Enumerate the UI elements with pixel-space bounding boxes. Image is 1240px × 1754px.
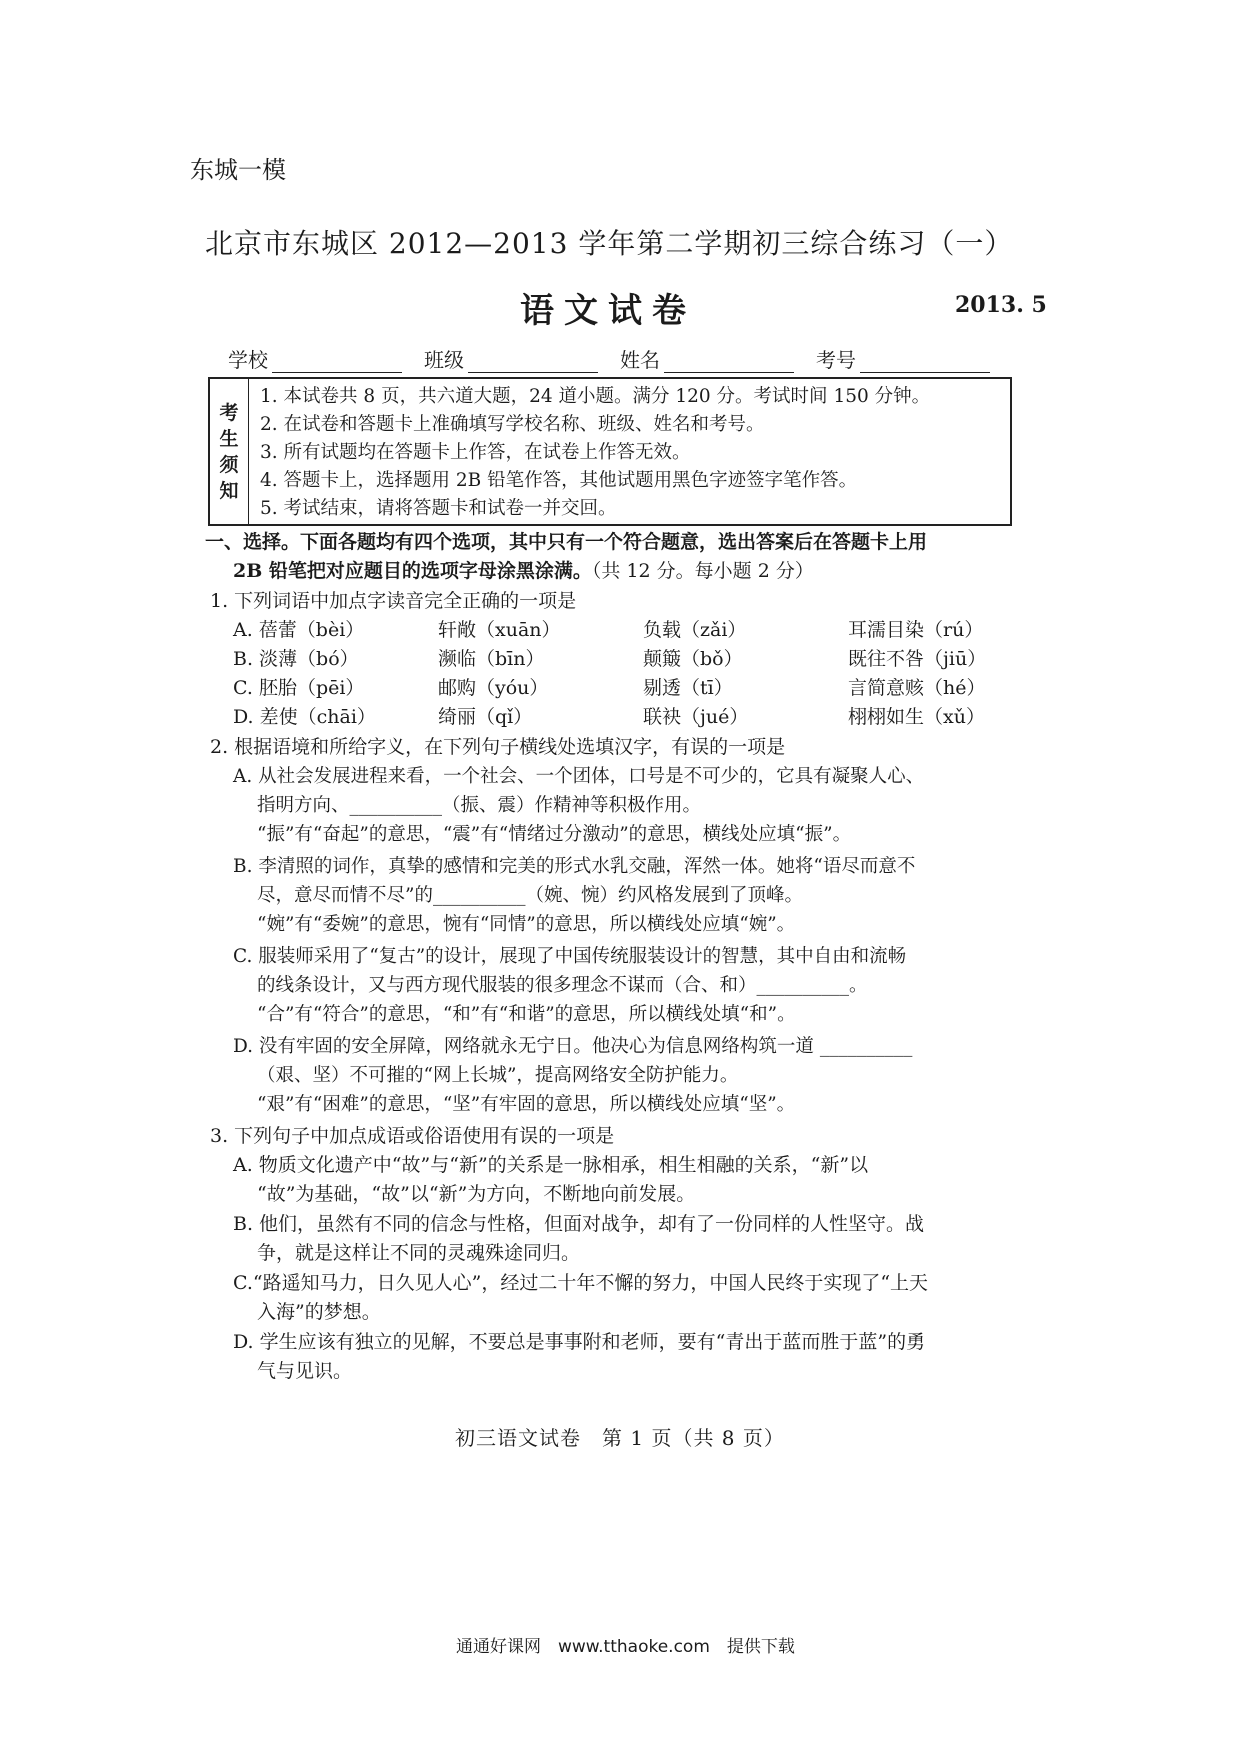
q1-option-cell: 栩栩如生（xǔ） xyxy=(848,706,985,728)
q3-option-a xyxy=(233,1151,868,1209)
subject-title: 语文试卷 xyxy=(520,291,696,331)
q1-option-cell: 既往不咎（jiū） xyxy=(848,648,987,670)
q1-option-cell: 耳濡目染（rú） xyxy=(848,619,984,641)
q1-option-cell: 联袂（jué） xyxy=(643,706,749,728)
q2-b-line: “婉”有“委婉”的意思，惋有“同情”的意思，所以横线处应填“婉”。 xyxy=(257,914,796,935)
q1-option-cell: 轩敞（xuān） xyxy=(438,619,561,641)
q1-option-cell: B. 淡薄（bó） xyxy=(233,648,359,670)
page-footer: 初三语文试卷 第 1 页（共 8 页） xyxy=(455,1426,785,1450)
exam-date: 2013. 5 xyxy=(955,292,1047,318)
exam-number-label: 考号 xyxy=(816,348,856,372)
notice-item: 4. 答题卡上，选择题用 2B 铅笔作答，其他试题用黑色字迹签字笔作答。 xyxy=(260,470,858,491)
notice-item: 3. 所有试题均在答题卡上作答，在试卷上作答无效。 xyxy=(260,442,691,463)
q3-b-line: B. 他们，虽然有不同的信念与性格，但面对战争，却有了一份同样的人性坚守。战 xyxy=(233,1213,925,1235)
q3-c-line: 入海”的梦想。 xyxy=(257,1301,381,1323)
q1-option-row xyxy=(233,616,1053,645)
notice-item: 5. 考试结束，请将答题卡和试卷一并交回。 xyxy=(260,498,617,519)
q3-stem: 3. 下列句子中加点成语或俗语使用有误的一项是 xyxy=(210,1125,615,1147)
exam-title: 北京市东城区 2012—2013 学年第二学期初三综合练习（一） xyxy=(205,227,1014,260)
notice-heading-char: 知 xyxy=(219,479,239,502)
q2-c-line: 的线条设计，又与西方现代服装的很多理念不谋而（合、和）__________。 xyxy=(257,975,868,996)
q1-options xyxy=(233,616,1053,732)
q2-option-a xyxy=(233,762,924,849)
q1-option-cell: C. 胚胎（pēi） xyxy=(233,677,365,699)
school-field[interactable] xyxy=(228,344,402,373)
q2-option-c xyxy=(233,942,906,1029)
student-info-row xyxy=(228,344,1012,373)
name-field[interactable] xyxy=(620,344,794,373)
notice-heading-char: 生 xyxy=(219,427,239,450)
q2-b-line: B. 李清照的词作，真挚的感情和完美的形式水乳交融，浑然一体。她将“语尽而意不 xyxy=(233,856,916,877)
section-one-heading xyxy=(205,528,927,586)
q2-d-line: “艰”有“困难”的意思，“坚”有牢固的意思，所以横线处应填“坚”。 xyxy=(257,1094,796,1115)
q1-option-cell: 剔透（tī） xyxy=(643,677,733,699)
q3-c-line: C.“路遥知马力，日久见人心”，经过二十年不懈的努力，中国人民终于实现了“上天 xyxy=(233,1272,929,1294)
q1-option-cell: 颠簸（bǒ） xyxy=(643,648,743,670)
notice-item: 2. 在试卷和答题卡上准确填写学校名称、班级、姓名和考号。 xyxy=(260,414,765,435)
school-label: 学校 xyxy=(228,348,268,372)
exam-number-blank xyxy=(860,350,990,373)
q2-c-line: “合”有“符合”的意思，“和”有“和谐”的意思，所以横线处填“和”。 xyxy=(257,1004,796,1025)
q1-option-cell: 负载（zǎi） xyxy=(643,619,747,641)
candidate-notice-box xyxy=(208,377,1012,526)
q3-a-line: “故”为基础，“故”以“新”为方向，不断地向前发展。 xyxy=(257,1183,696,1205)
q3-d-line: D. 学生应该有独立的见解，不要总是事事附和老师，要有“青出于蓝而胜于蓝”的勇 xyxy=(233,1331,926,1353)
q2-stem: 2. 根据语境和所给字义，在下列句子横线处选填汉字，有误的一项是 xyxy=(210,736,786,758)
class-label: 班级 xyxy=(424,348,464,372)
notice-heading-char: 须 xyxy=(219,453,239,476)
q3-option-b xyxy=(233,1210,924,1268)
notice-heading xyxy=(210,379,249,524)
q2-d-line: D. 没有牢固的安全屏障，网络就永无宁日。他决心为信息网络构筑一道 __________ xyxy=(233,1036,913,1057)
school-blank xyxy=(272,350,402,373)
q2-option-d xyxy=(233,1032,912,1119)
q2-option-b xyxy=(233,852,915,939)
q2-a-line: A. 从社会发展进程来看，一个社会、一个团体，口号是不可少的，它具有凝聚人心、 xyxy=(233,766,925,787)
q1-option-cell: A. 蓓蕾（bèi） xyxy=(233,619,365,641)
corner-label: 东城一模 xyxy=(190,156,286,184)
q2-c-line: C. 服装师采用了“复古”的设计，展现了中国传统服装设计的智慧，其中自由和流畅 xyxy=(233,946,907,967)
section-one-line2-wrap xyxy=(205,557,927,586)
section-one-score: （共 12 分。每小题 2 分） xyxy=(591,560,814,582)
q3-b-line: 争，就是这样让不同的灵魂殊途同归。 xyxy=(257,1242,581,1264)
class-blank xyxy=(468,350,598,373)
q2-d-line: （艰、坚）不可摧的“网上长城”，提高网络安全防护能力。 xyxy=(257,1065,739,1086)
class-field[interactable] xyxy=(424,344,598,373)
name-blank xyxy=(664,350,794,373)
q1-stem: 1. 下列词语中加点字读音完全正确的一项是 xyxy=(210,590,577,612)
q1-option-cell: D. 差使（chāi） xyxy=(233,706,376,728)
exam-number-field[interactable] xyxy=(816,344,990,373)
section-one-line2: 2B 铅笔把对应题目的选项字母涂黑涂满。 xyxy=(233,560,592,582)
q1-option-cell: 濒临（bīn） xyxy=(438,648,545,670)
download-site-footer[interactable]: 通通好课网 www.tthaoke.com 提供下载 xyxy=(456,1637,795,1657)
q1-option-row xyxy=(233,645,1053,674)
q3-d-line: 气与见识。 xyxy=(257,1360,353,1382)
q1-option-cell: 邮购（yóu） xyxy=(438,677,549,699)
q1-option-row xyxy=(233,674,1053,703)
name-label: 姓名 xyxy=(620,348,660,372)
q1-option-cell: 绮丽（qǐ） xyxy=(438,706,533,728)
q3-option-c xyxy=(233,1269,928,1327)
q2-a-line: 指明方向、__________（振、震）作精神等积极作用。 xyxy=(257,795,702,816)
notice-heading-char: 考 xyxy=(219,401,239,424)
q2-a-line: “振”有“奋起”的意思，“震”有“情绪过分激动”的意思，横线处应填“振”。 xyxy=(257,824,852,845)
q2-b-line: 尽，意尽而情不尽”的__________（婉、惋）约风格发展到了顶峰。 xyxy=(257,885,803,906)
q1-option-cell: 言简意赅（hé） xyxy=(848,677,986,699)
q1-option-row xyxy=(233,703,1053,732)
q3-option-d xyxy=(233,1328,925,1386)
section-one-line1: 一、选择。下面各题均有四个选项，其中只有一个符合题意，选出答案后在答题卡上用 xyxy=(205,531,928,553)
q3-a-line: A. 物质文化遗产中“故”与“新”的关系是一脉相承，相生相融的关系，“新”以 xyxy=(233,1154,869,1176)
notice-list xyxy=(260,383,930,523)
notice-item: 1. 本试卷共 8 页，共六道大题，24 道小题。满分 120 分。考试时间 150 分钟。 xyxy=(260,386,931,407)
